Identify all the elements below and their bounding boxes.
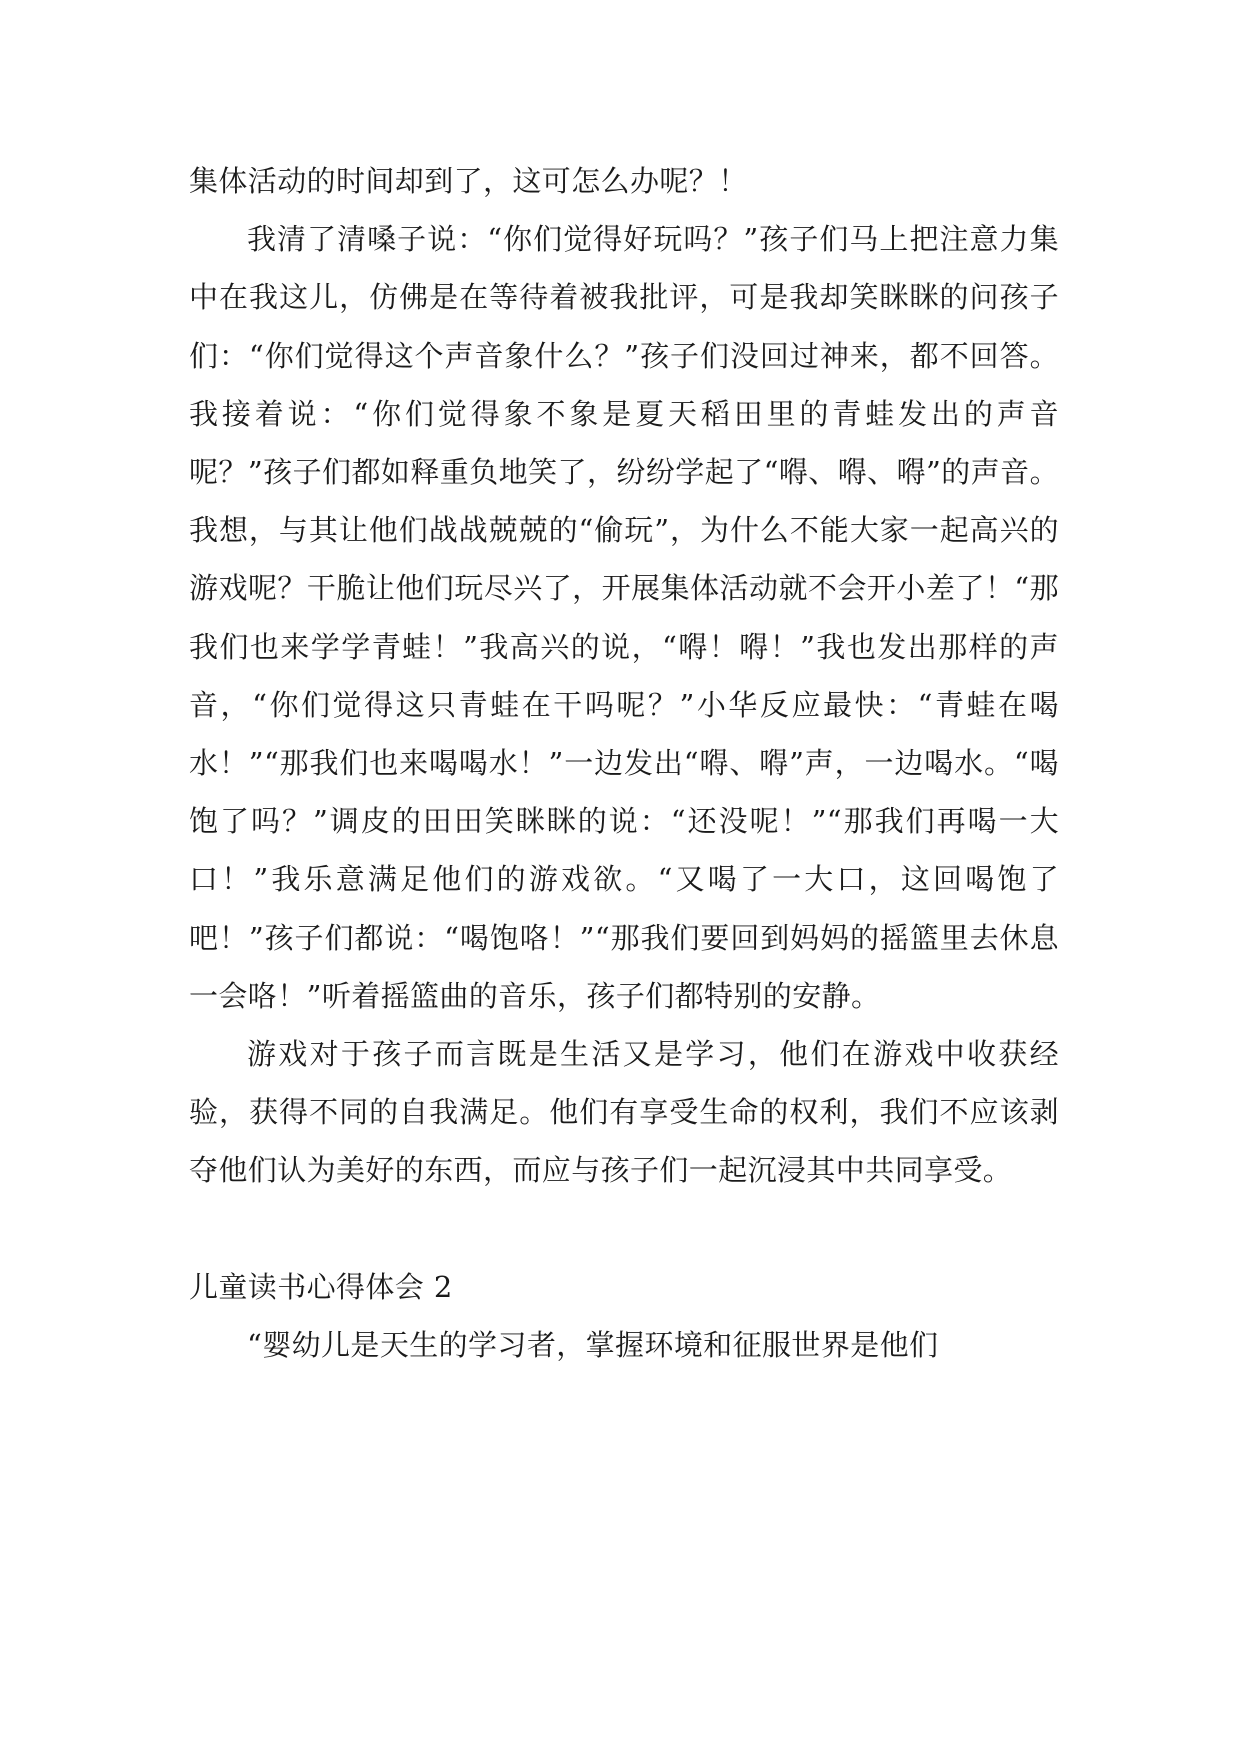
paragraph-frog-game: 我清了清嗓子说：“你们觉得好玩吗？”孩子们马上把注意力集中在我这儿，仿佛是在等待着被我批评，可是我却笑眯眯的问孩子们：“你们觉得这个声音象什么？”孩子们没回过神来，都不回答。我接着说：“你们觉得象不象是夏天稻田里的青蛙发出的声音呢？”孩子们都如释重负地笑了，纷纷学起了“嘚、嘚、嘚”的声音。我想，与其让他们战战兢兢的“偷玩”，为什么不能大家一起高兴的游戏呢？干脆让他们玩尽兴了，开展集体活动就不会开小差了！“那我们也来学学青蛙！”我高兴的说，“嘚！嘚！”我也发出那样的声音，“你们觉得这只青蛙在干吗呢？”小华反应最快：“青蛙在喝水！”“那我们也来喝喝水！”一边发出“嘚、嘚”声，一边喝水。“喝饱了吗？”调皮的田田笑眯眯的说：“还没呢！”“那我们再喝一大口！”我乐意满足他们的游戏欲。“又喝了一大口，这回喝饱了吧！”孩子们都说：“喝饱咯！”“那我们要回到妈妈的摇篮里去休息一会咯！”听着摇篮曲的音乐，孩子们都特别的安静。 — [189, 222, 1059, 1013]
section-spacer — [189, 1200, 1059, 1258]
paragraph-conclusion: 游戏对于孩子而言既是生活又是学习，他们在游戏中收获经验，获得不同的自我满足。他们有享受生命的权利，我们不应该剥夺他们认为美好的东西，而应与孩子们一起沉浸其中共同享受。 — [189, 1037, 1059, 1188]
paragraph-infant-learners: “婴幼儿是天生的学习者，掌握环境和征服世界是他们 — [247, 1327, 939, 1362]
paragraph-continuation: 集体活动的时间却到了，这可怎么办呢？！ — [189, 164, 748, 198]
section-heading: 儿童读书心得体会 2 — [189, 1269, 453, 1304]
document-body — [189, 152, 1059, 1374]
